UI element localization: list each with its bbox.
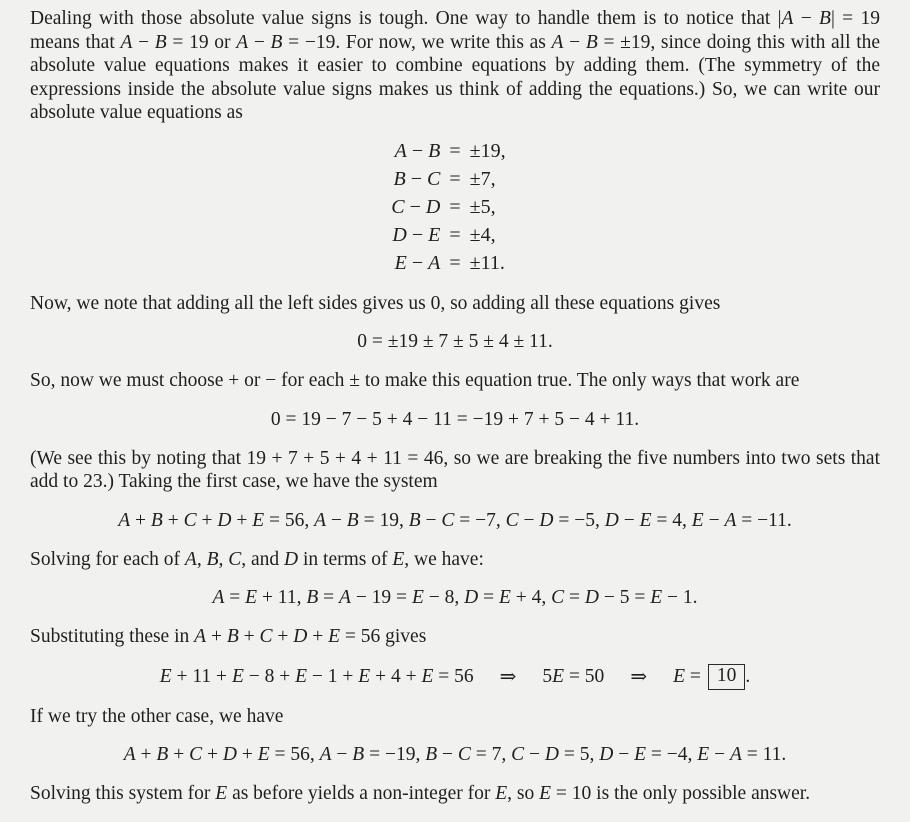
equals-sign: = — [449, 195, 461, 218]
equation-row-5 — [376, 249, 533, 277]
paragraph-substituting: Substituting these in A + B + C + D + E = 56 gives — [30, 626, 427, 647]
equation-rhs: ±19, — [469, 139, 506, 162]
implies-arrow-icon: ⇒ — [630, 665, 648, 688]
chain-sum-expression: E + 11 + E − 8 + E − 1 + E + 4 + E = 56 — [159, 665, 474, 687]
implies-arrow-icon: ⇒ — [499, 665, 517, 688]
paragraph-conclusion: Solving this system for E as before yields a non-integer for E, so E = 10 is the only possible answer. — [30, 783, 811, 804]
paragraph-adding-sides: Now, we note that adding all the left sides gives us 0, so adding all these equations gives — [30, 292, 721, 314]
paragraph-two-sets: (We see this by noting that 19 + 7 + 5 + 4 + 11 = 46, so we are breaking the five numbers into two sets that add to 23.) Taking the first case, we have the system — [30, 447, 880, 492]
equation-rhs: ±5, — [469, 195, 496, 218]
equation-lhs: B − C — [393, 167, 441, 190]
equation-solution-chain — [30, 664, 880, 690]
equation-row-1 — [376, 137, 533, 165]
equation-sign-choices: 0 = 19 − 7 − 5 + 4 − 11 = −19 + 7 + 5 − 4 + 11. — [270, 408, 640, 430]
chain-5e-equation: 5E = 50 — [542, 665, 605, 687]
equation-row-2 — [376, 165, 533, 193]
equals-sign: = — [449, 139, 461, 162]
equation-plusminus-sum: 0 = ±19 ± 7 ± 5 ± 4 ± 11. — [357, 331, 553, 352]
equation-rhs: ±11. — [469, 251, 505, 274]
equation-rhs: ±7, — [469, 167, 496, 190]
equation-variables-in-e: A = E + 11, B = A − 19 = E − 8, D = E + 4, C = D − 5 = E − 1. — [212, 587, 698, 608]
equation-stack — [376, 137, 533, 277]
paragraph-solving-in-terms-of-e: Solving for each of A, B, C, and D in terms of E, we have: — [30, 548, 484, 570]
equation-system-case2: A + B + C + D + E = 56, A − B = −19, B − C = 7, C − D = 5, D − E = −4, E − A = 11. — [123, 744, 787, 765]
equals-sign: = — [449, 251, 461, 274]
equation-lhs: A − B — [394, 139, 441, 162]
equation-system-case1: A + B + C + D + E = 56, A − B = 19, B − C = −7, C − D = −5, D − E = 4, E − A = −11. — [118, 509, 792, 531]
equation-lhs: C − D — [391, 195, 441, 218]
paragraph-intro: Dealing with those absolute value signs is tough. One way to handle them is to notice that |A − B| = 19 means that A − B = 19 or A − B = −19. For now, we write this as A − B = ±19, since doing this with all the absolute value equations makes it easier to combine equations by adding them. (The symmetry of the expressions inside the absolute value signs makes us think of adding the equations.) So, we can write our absolute value equations as — [30, 8, 881, 123]
chain-period: . — [745, 665, 751, 687]
equals-sign: = — [449, 167, 461, 190]
equation-lhs: E − A — [394, 251, 441, 274]
boxed-answer: 10 — [708, 664, 746, 690]
equation-rhs: ±4, — [469, 223, 496, 246]
equals-sign: = — [449, 223, 461, 246]
paragraph-choose-signs: So, now we must choose + or − for each ± to make this equation true. The only ways that work are — [30, 370, 800, 391]
paragraph-other-case: If we try the other case, we have — [30, 705, 284, 727]
equation-lhs: D − E — [392, 223, 441, 246]
chain-e-equals: E = — [673, 665, 701, 687]
equation-row-3 — [376, 193, 533, 221]
equation-row-4 — [376, 221, 533, 249]
